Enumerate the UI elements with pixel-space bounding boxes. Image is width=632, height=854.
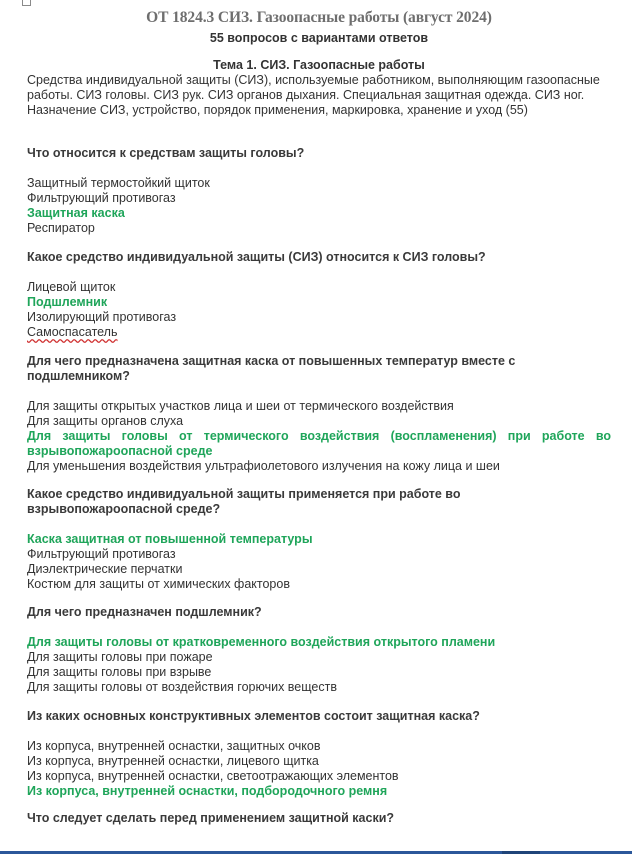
answer-option: Из корпуса, внутренней оснастки, защитных очков bbox=[27, 739, 321, 753]
answer-option bbox=[27, 325, 611, 340]
answer-list bbox=[27, 532, 611, 592]
answer-option: Для защиты головы при взрыве bbox=[27, 665, 212, 679]
answer-option: Респиратор bbox=[27, 221, 95, 235]
answer-option: Для защиты открытых участков лица и шеи от термического воздействия bbox=[27, 399, 454, 413]
question-text: Какое средство индивидуальной защиты (СИЗ) относится к СИЗ головы? bbox=[27, 250, 486, 264]
answer-option: Для защиты головы от воздействия горючих веществ bbox=[27, 680, 337, 694]
answer-option: Фильтрующий противогаз bbox=[27, 547, 176, 561]
question-block bbox=[27, 605, 611, 695]
answer-option: Изолирующий противогаз bbox=[27, 310, 177, 324]
answer-option: Для уменьшения воздействия ультрафиолетового излучения на кожу лица и шеи bbox=[27, 459, 500, 473]
answer-option: Защитный термостойкий щиток bbox=[27, 176, 210, 190]
spellcheck-underlined-word: Самоспасатель bbox=[27, 325, 118, 339]
question-text: Для чего предназначена защитная каска от повышенных температур вместе с подшлемником? bbox=[27, 354, 516, 383]
answer-option: Для защиты головы при пожаре bbox=[27, 650, 213, 664]
answer-option-correct: Каска защитная от повышенной температуры bbox=[27, 532, 313, 546]
question-block bbox=[27, 709, 611, 799]
document-title: ОТ 1824.3 СИЗ. Газоопасные работы (август 2024) bbox=[146, 9, 492, 26]
answer-option-correct: Для защиты головы от кратковременного воздействия открытого пламени bbox=[27, 635, 496, 649]
answer-option: Диэлектрические перчатки bbox=[27, 562, 183, 576]
answer-option: Фильтрующий противогаз bbox=[27, 191, 176, 205]
question-block bbox=[27, 487, 611, 592]
document-page bbox=[27, 8, 611, 825]
answer-option-correct: Из корпуса, внутренней оснастки, подбородочного ремня bbox=[27, 784, 388, 798]
answer-option-correct: Подшлемник bbox=[27, 295, 108, 309]
answer-option: Костюм для защиты от химических факторов bbox=[27, 577, 290, 591]
question-text: Что относится к средствам защиты головы? bbox=[27, 146, 305, 160]
answer-list bbox=[27, 280, 611, 340]
question-block bbox=[27, 250, 611, 340]
answer-option: Для защиты органов слуха bbox=[27, 414, 184, 428]
answer-option-correct: Защитная каска bbox=[27, 206, 125, 220]
topic-description: Средства индивидуальной защиты (СИЗ), используемые работником, выполняющим газоопасные работы. СИЗ головы. СИЗ рук. СИЗ органов дыхания. Специальная защитная одежда. СИЗ ног. Назначение СИЗ, устройство, порядок применения, маркировка, хранение и уход (55) bbox=[27, 73, 600, 117]
document-subtitle: 55 вопросов с вариантами ответов bbox=[209, 31, 429, 45]
question-text: Для чего предназначен подшлемник? bbox=[27, 605, 262, 619]
answer-list bbox=[27, 399, 611, 474]
question-text: Из каких основных конструктивных элементов состоит защитная каска? bbox=[27, 709, 480, 723]
question-block bbox=[27, 811, 611, 826]
question-text: Что следует сделать перед применением защитной каски? bbox=[27, 811, 395, 825]
answer-option: Из корпуса, внутренней оснастки, лицевого щитка bbox=[27, 754, 319, 768]
answer-list bbox=[27, 176, 611, 236]
answer-option-correct: Для защиты головы от термического воздействия (воспламенения) при работе во взрывопожароопасной среде bbox=[27, 429, 611, 458]
question-block bbox=[27, 146, 611, 236]
answer-option: Лицевой щиток bbox=[27, 280, 116, 294]
question-block bbox=[27, 354, 611, 474]
answer-list bbox=[27, 739, 611, 799]
answer-option: Из корпуса, внутренней оснастки, светоотражающих элементов bbox=[27, 769, 399, 783]
topic-title: Тема 1. СИЗ. Газоопасные работы bbox=[213, 58, 425, 72]
answer-list bbox=[27, 635, 611, 695]
object-anchor-marker[interactable] bbox=[22, 0, 31, 6]
question-text: Какое средство индивидуальной защиты применяется при работе во взрывопожароопасной среде? bbox=[27, 487, 461, 516]
